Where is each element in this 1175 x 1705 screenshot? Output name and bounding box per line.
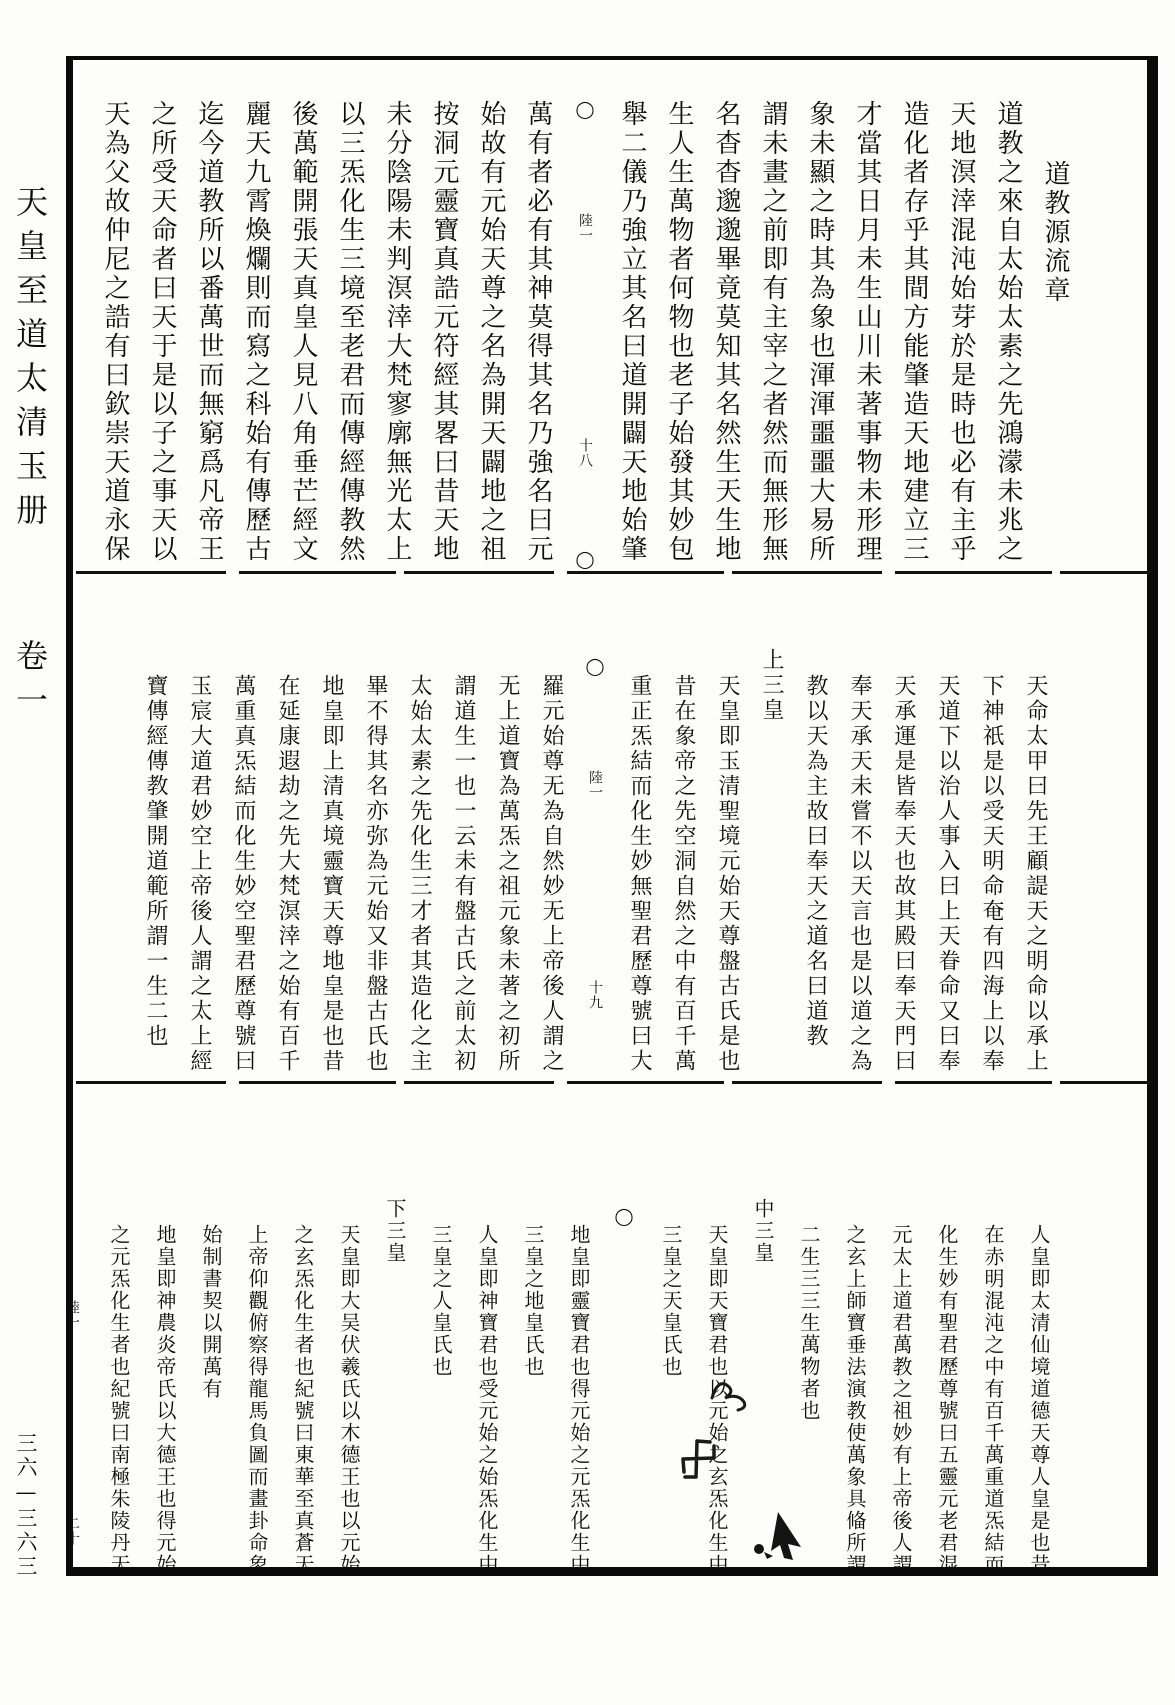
text-column: 未分陰陽未判溟涬大梵寥廓無光太上 [382,100,412,564]
collation-note: 二十 [64,1516,80,1546]
text-column: 始故有元始天尊之名為開天闢地之祖 [476,100,506,564]
section-header-column: 中三皇 [751,1198,775,1264]
section-circle-mark: ◯ [575,100,595,121]
text-column: 元太上道君萬教之祖妙有上帝後人謂 [889,1224,913,1576]
text-column: 人皇即太清仙境道德天尊人皇是也昔 [1027,1224,1051,1576]
text-column: 謂未畫之前即有主宰之者然而無形無 [758,100,788,564]
text-column: 萬有者必有其神莫得其名乃強名曰元 [523,100,553,564]
text-column: 之玄上師寶垂法演教使萬象具偹所謂 [843,1224,867,1576]
register-separator-line [76,571,1151,574]
text-column: 天皇即天寶君也以元始之玄炁化生中 [705,1224,729,1576]
text-column: 按洞元靈寶真誥元符經其畧曰昔天地 [429,100,459,564]
text-column: 道教之來自太始太素之先鴻濛未兆之 [993,100,1023,564]
text-column: 之元炁化生者也紀號曰南極朱陵丹天 [107,1224,131,1576]
register-separator-line [76,1081,1151,1084]
text-column: 三皇之天皇氏也 [659,1224,683,1378]
text-column: 无上道寶為萬炁之祖元象未著之初所 [495,674,520,1074]
text-column: 三皇之人皇氏也 [429,1224,453,1378]
collation-notes-column [610,1198,637,1584]
text-column: 三皇之地皇氏也 [521,1224,545,1378]
text-column: 二生三三生萬物者也 [797,1224,821,1422]
text-column: 化生妙有聖君歷尊號曰五靈元老君混 [935,1224,959,1576]
text-column: 重正炁結而化生妙無聖君歷尊號曰大 [627,674,652,1074]
volume-label: 卷一 [11,639,49,727]
text-column: 太始太素之先化生三才者其造化之主 [407,674,432,1074]
text-column: 天道下以治人事入曰上天眷命又曰奉 [935,674,960,1074]
text-column: 地皇即神農炎帝氏以大德王也得元始 [153,1224,177,1576]
text-column: 天皇即玉清聖境元始天尊盤古氏是也 [715,674,740,1074]
text-column: 天皇即大吴伏羲氏以木德王也以元始 [337,1224,361,1576]
text-column: 地皇即靈寶君也得元始之元炁化生中 [567,1224,591,1576]
section-circle-mark: ◯ [614,1207,634,1228]
section-header-column: 下三皇 [383,1198,407,1264]
section-circle-mark: ◯ [585,657,605,678]
text-column: 寶傳經傳教肇開道範所謂一生二也 [143,674,168,1049]
text-column: 名杳杳邈邈畢竟莫知其名然生天生地 [711,100,741,564]
text-column: 上帝仰觀俯察得龍馬負圖而畫卦命象 [245,1224,269,1576]
collation-notes-column [581,648,608,1078]
collation-note: 陸一 [64,1300,80,1330]
page-number-label: 三六—三六三 [14,1432,38,1579]
text-column: 在赤明混沌之中有百千萬重道炁結而 [981,1224,1005,1576]
text-column: 昔在象帝之先空洞自然之中有百千萬 [671,674,696,1074]
text-column: 玉宸大道君妙空上帝後人謂之太上經 [187,674,212,1074]
collation-notes-column [571,88,598,570]
collation-note: 十八 [577,438,593,468]
text-column: 天為父故仲尼之誥有曰欽崇天道永保 [100,100,130,564]
text-column: 天承運是皆奉天也故其殿曰奉天門曰 [891,674,916,1074]
text-column: 謂道生一也一云未有盤古氏之前太初 [451,674,476,1074]
text-column: 舉二儀乃強立其名曰道開闢天地始肇 [617,100,647,564]
register-top [81,88,1068,570]
text-column: 之所受天命者曰天于是以子之事天以 [147,100,177,564]
text-column: 在延康遐劫之先大梵溟涬之始有百千 [275,674,300,1074]
collation-note: 陸一 [587,770,603,800]
section-header-column: 上三皇 [759,648,784,723]
text-column: 之玄炁化生者也紀號曰東華至真蒼天 [291,1224,315,1576]
text-column: 下神祇是以受天明命奄有四海上以奉 [979,674,1004,1074]
text-column: 以三炁化生三境至老君而傳經傳教然 [335,100,365,564]
text-column: 奉天承天未嘗不以天言也是以道之為 [847,674,872,1074]
collation-note: 陸一 [577,213,593,243]
book-title: 天皇至道太清玉册 [11,185,49,537]
text-column: 天地溟涬混沌始芽於是時也必有主乎 [946,100,976,564]
text-column: 天命太甲曰先王顧諟天之明命以承上 [1023,674,1048,1074]
register-bottom [39,1198,1051,1584]
section-circle-mark: ◯ [575,550,595,571]
text-column: 造化者存乎其間方能肇造天地建立三 [899,100,929,564]
text-column: 教以天為主故曰奉天之道名曰道教 [803,674,828,1049]
chapter-title-column: 道教源流章 [1040,160,1070,305]
text-column: 麗天九霄煥爛則而寫之科始有傳歷古 [241,100,271,564]
register-middle [124,648,1048,1078]
text-column: 生人生萬物者何物也老子始發其妙包 [664,100,694,564]
text-column: 人皇即神寶君也受元始之始炁化生中 [475,1224,499,1576]
text-column: 萬重真炁結而化生妙空聖君歷尊號曰 [231,674,256,1074]
collation-notes-column [58,1198,85,1584]
text-column: 畢不得其名亦弥為元始又非盤古氏也 [363,674,388,1074]
text-column: 迄今道教所以番萬世而無窮爲凡帝王 [194,100,224,564]
text-column: 地皇即上清真境靈寶天尊地皇是也昔 [319,674,344,1074]
text-column: 才當其日月未生山川未著事物未形理 [852,100,882,564]
collation-note: 十九 [587,980,603,1010]
text-column: 始制書契以開萬有 [199,1224,223,1400]
text-column: 羅元始尊无為自然妙无上帝後人謂之 [539,674,564,1074]
text-column: 後萬範開張天真皇人見八角垂芒經文 [288,100,318,564]
spine-title-column [12,185,48,727]
text-column: 象未顯之時其為象也渾渾噩噩大易所 [805,100,835,564]
